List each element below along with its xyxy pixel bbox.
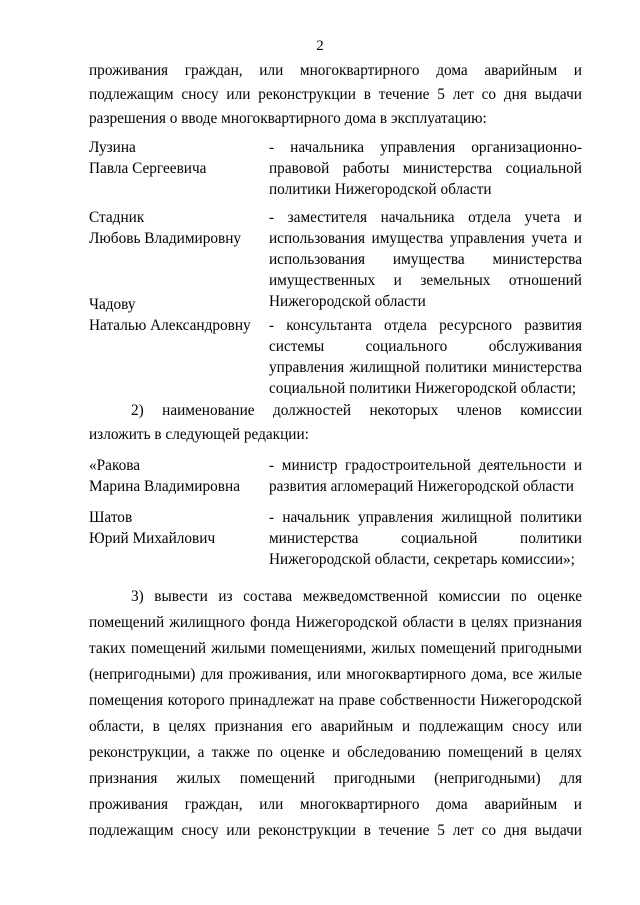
- member-position: - министр градостроительной деятельности и развития агломераций Нижегородской области: [269, 457, 582, 495]
- text-line: области, в целях признания его аварийным и подлежащим сносу или: [89, 718, 582, 735]
- intro-paragraph: [89, 59, 582, 131]
- member-position: - начальника управления организационно- правовой работы министерства социальной политики Нижегородской области: [269, 139, 582, 198]
- member-name: Стадник Любовь Владимировну: [89, 209, 242, 247]
- text-line: помещения которого принадлежат на праве собственности Нижегородской: [89, 692, 582, 709]
- item-3-paragraph: [89, 584, 582, 844]
- member-name: Лузина Павла Сергеевича: [89, 139, 207, 177]
- text-line: проживания граждан, или многоквартирного дома аварийным и: [89, 62, 582, 79]
- text-line: подлежащим сносу или реконструкции в течение 5 лет со дня выдачи: [89, 86, 582, 103]
- text-line: (непригодными) для проживания, или многоквартирного дома, все жилые: [89, 666, 582, 683]
- text-line: таких помещений жилыми помещениями, жилых помещений пригодными: [89, 640, 582, 657]
- text-line: помещений жилищного фонда Нижегородской области в целях признания: [89, 614, 582, 631]
- member-position: - начальник управления жилищной политики министерства социальной политики Нижегородской области, секретарь комиссии»;: [269, 509, 582, 568]
- member-position: - заместителя начальника отдела учета и использования имущества управления учета и использования имущества министерства имущественных и земельных отношений Нижегородской области: [269, 209, 582, 310]
- member-name: Шатов Юрий Михайлович: [89, 509, 216, 547]
- member-name: Чадову Наталью Александровну: [89, 296, 251, 334]
- text-line: 3) вывести из состава межведомственной комиссии по оценке: [131, 588, 582, 605]
- text-line: подлежащим сносу или реконструкции в течение 5 лет со дня выдачи: [89, 822, 582, 839]
- member-name: «Ракова Марина Владимировна: [89, 457, 240, 495]
- item-2-paragraph: [89, 399, 582, 447]
- member-position: - консультанта отдела ресурсного развития системы социального обслуживания управления жилищной политики министерства социальной политики Нижегородской области;: [269, 317, 582, 397]
- text-line: проживания граждан, или многоквартирного дома аварийным и: [89, 796, 582, 813]
- text-line: разрешения о вводе многоквартирного дома в эксплуатацию:: [89, 110, 487, 127]
- text-line: 2) наименование должностей некоторых членов комиссии: [131, 402, 582, 419]
- text-line: признания жилых помещений пригодными (непригодными) для: [89, 770, 582, 787]
- text-line: изложить в следующей редакции:: [89, 426, 309, 443]
- text-line: реконструкции, а также по оценке и обследованию помещений в целях: [89, 744, 582, 761]
- page-number: 2: [316, 38, 324, 54]
